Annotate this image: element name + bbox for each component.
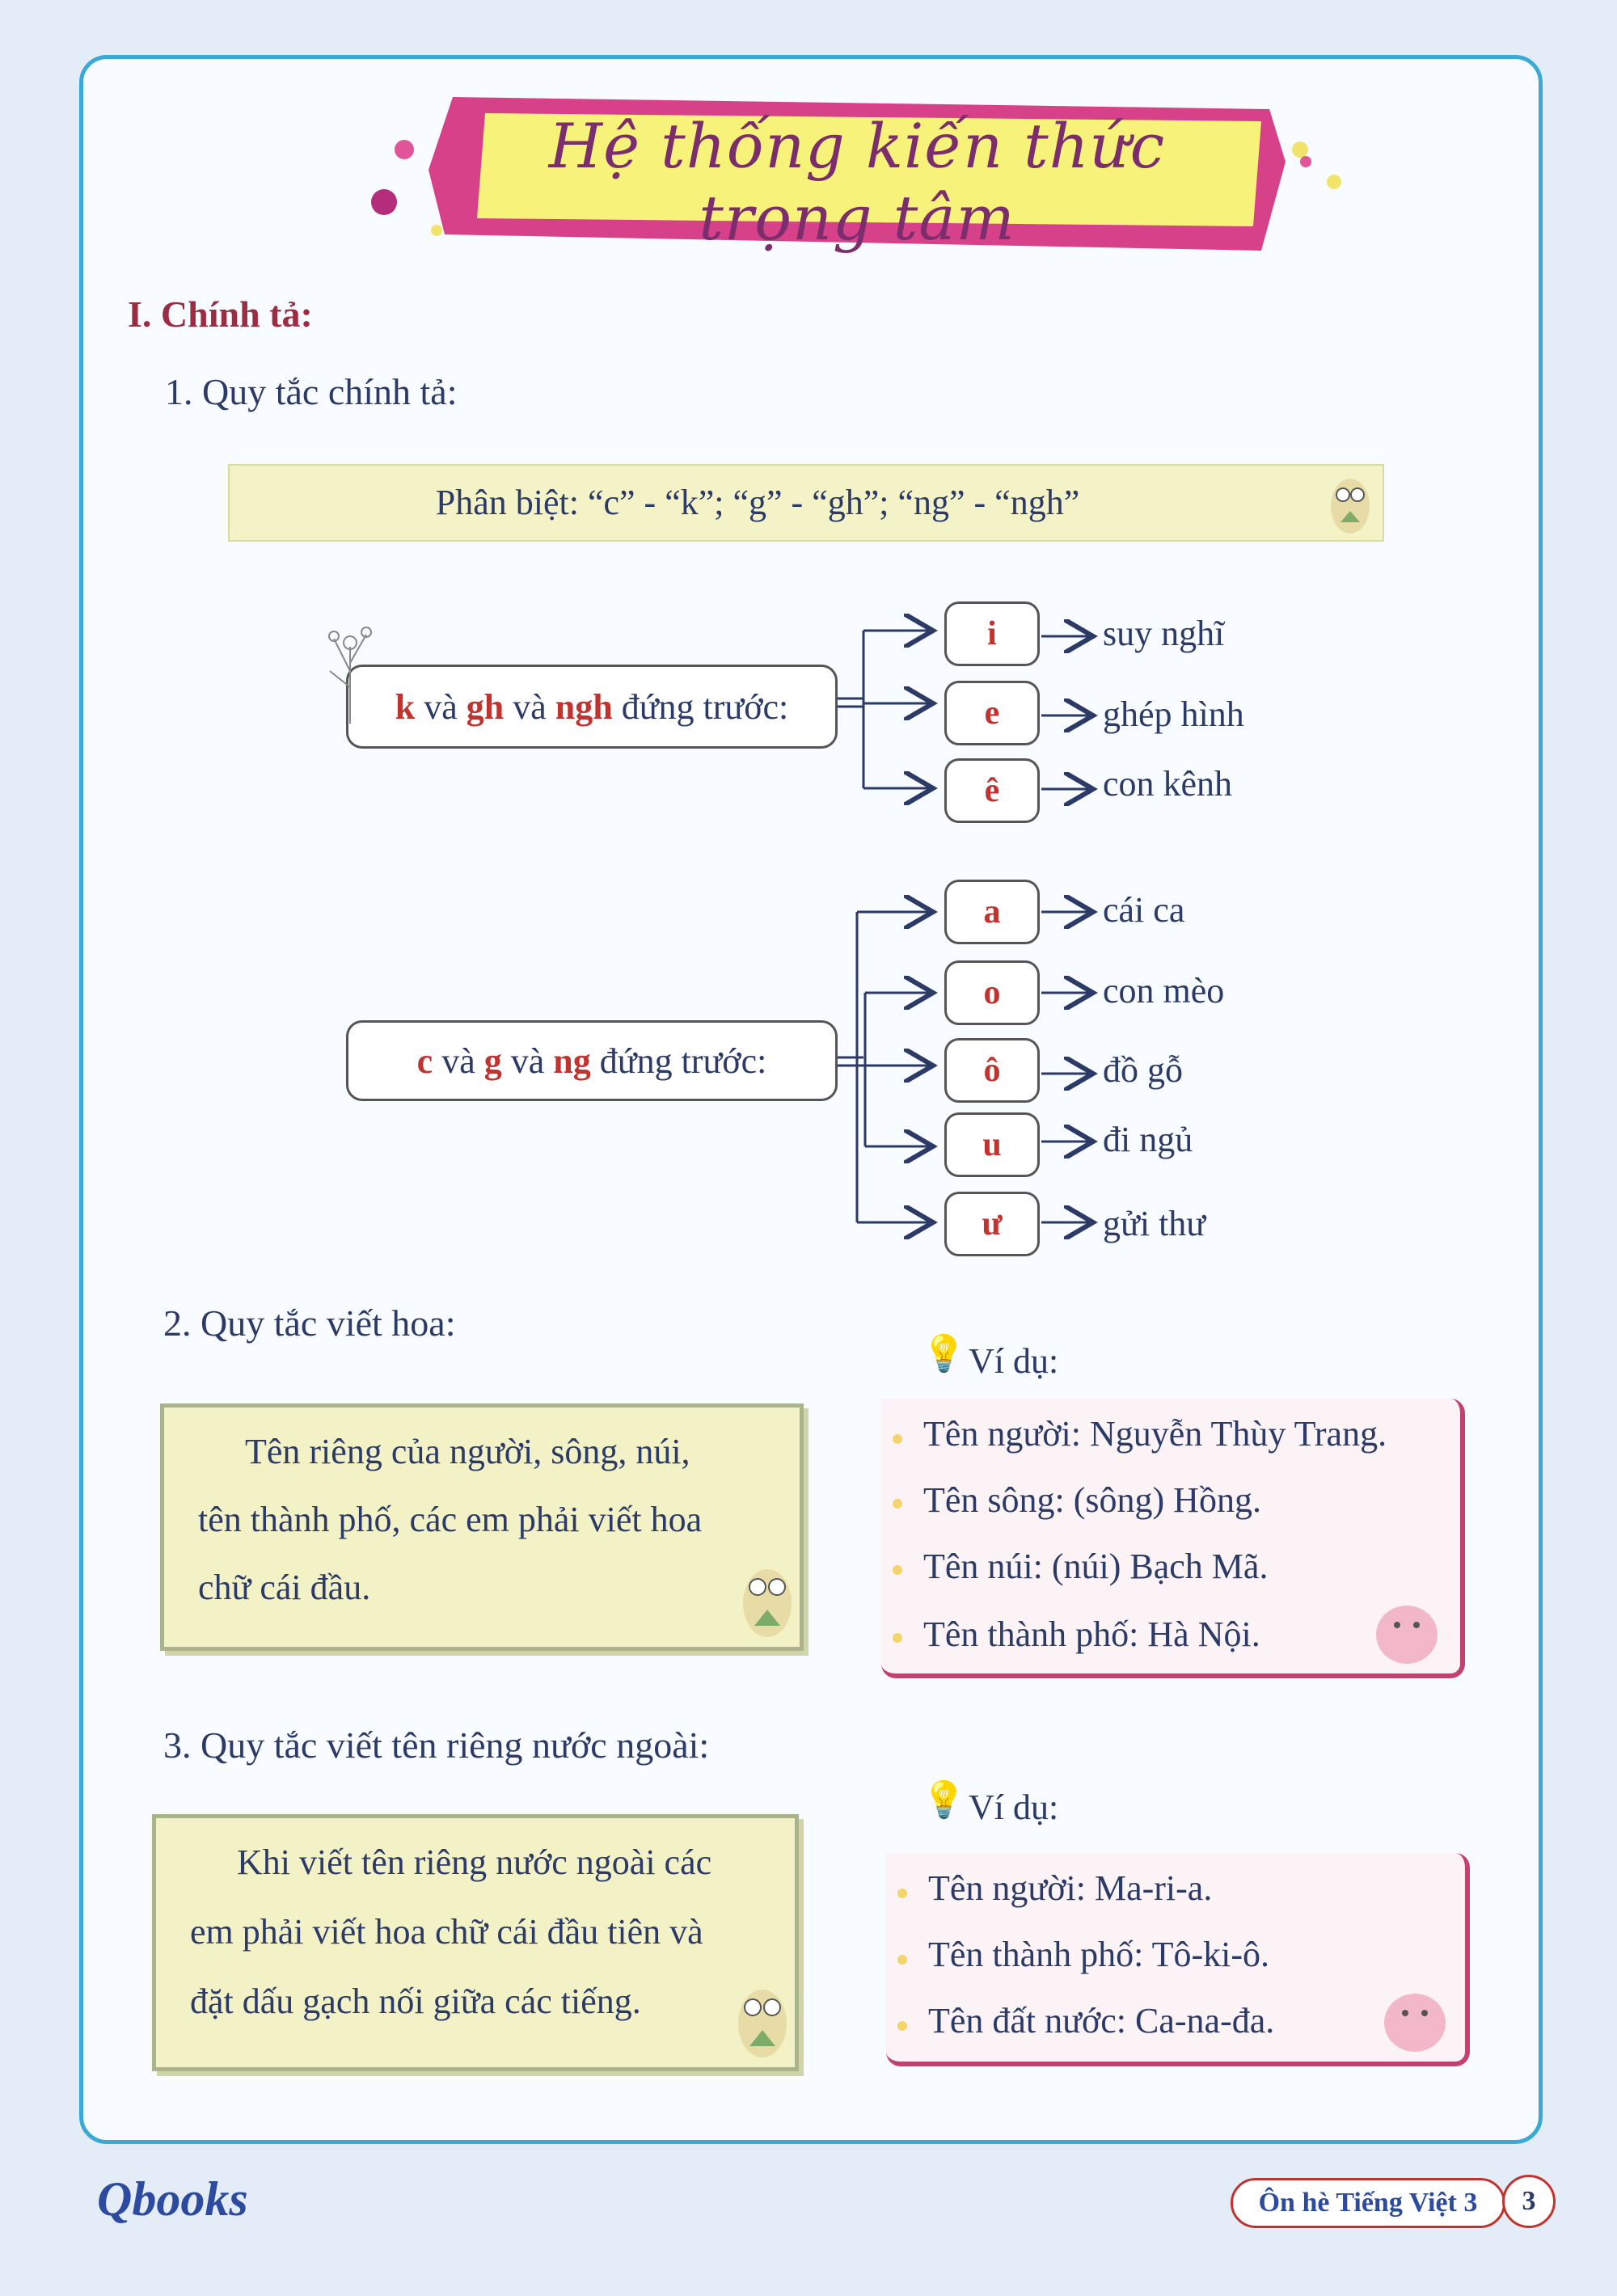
example-word: ghép hình	[1103, 694, 1244, 734]
separator: và	[504, 686, 555, 727]
c-g-ng-node	[346, 1020, 838, 1101]
example-title: Ví dụ:	[969, 1341, 1059, 1381]
vowel-box: a	[944, 880, 1040, 944]
letter-ng: ng	[553, 1040, 591, 1081]
note-line: chữ cái đầu.	[198, 1568, 371, 1607]
rule2-heading: 2. Quy tắc viết hoa:	[163, 1302, 456, 1344]
example-word: con mèo	[1103, 971, 1225, 1011]
example-item: Tên sông: (sông) Hồng.	[923, 1480, 1261, 1520]
bullet-dot	[893, 1434, 902, 1444]
book-title: Ôn hè Tiếng Việt 3	[1231, 2178, 1505, 2228]
example-title: Ví dụ:	[969, 1787, 1059, 1827]
note-line: em phải viết hoa chữ cái đầu tiên và	[190, 1912, 703, 1952]
bullet-dot	[897, 1889, 907, 1898]
separator: và	[501, 1040, 554, 1081]
separator: và	[433, 1040, 484, 1081]
letter-gh: gh	[466, 686, 505, 727]
bullet-dot	[893, 1565, 902, 1575]
note-line: đặt dấu gạch nối giữa các tiếng.	[190, 1982, 641, 2021]
vowel-box: ê	[944, 758, 1040, 823]
section-heading: I. Chính tả:	[128, 293, 313, 335]
example-card	[886, 1853, 1470, 2066]
vowel-box: u	[944, 1112, 1040, 1177]
letter-g: g	[483, 1040, 502, 1081]
owl-icon	[730, 1973, 795, 2062]
example-item: Tên thành phố: Hà Nội.	[923, 1614, 1260, 1654]
bird-icon	[1366, 1588, 1447, 1669]
vowel-box: e	[944, 681, 1040, 745]
letter-c: c	[416, 1040, 433, 1081]
separator: và	[415, 686, 467, 727]
node-suffix: đứng trước:	[590, 1040, 767, 1081]
example-word: đồ gỗ	[1103, 1050, 1183, 1090]
bullet-dot	[897, 2021, 907, 2031]
example-word: đi ngủ	[1103, 1120, 1193, 1159]
flower-icon	[322, 614, 378, 728]
example-item: Tên người: Ma-ri-a.	[928, 1868, 1213, 1908]
bullet-dot	[897, 1955, 907, 1965]
example-item: Tên người: Nguyễn Thùy Trang.	[923, 1414, 1387, 1454]
example-item: Tên thành phố: Tô-ki-ô.	[928, 1935, 1269, 1974]
letter-ngh: ngh	[555, 686, 613, 727]
note-line: tên thành phố, các em phải viết hoa	[198, 1500, 703, 1539]
example-item: Tên đất nước: Ca-na-đa.	[928, 2001, 1275, 2041]
rule1-heading: 1. Quy tắc chính tả:	[165, 371, 458, 412]
example-word: gửi thư	[1103, 1204, 1206, 1243]
note-line: Tên riêng của người, sông, núi,	[245, 1432, 690, 1471]
bullet-dot	[893, 1499, 902, 1509]
bullet-dot	[893, 1633, 902, 1643]
vowel-box: ư	[944, 1192, 1040, 1256]
vowel-box: o	[944, 960, 1040, 1025]
vowel-box: i	[944, 601, 1040, 666]
example-word: suy nghĩ	[1103, 614, 1225, 653]
example-card	[881, 1399, 1465, 1678]
example-word: cái ca	[1103, 890, 1185, 930]
lightbulb-icon: 💡	[922, 1780, 966, 1820]
example-item: Tên núi: (núi) Bạch Mã.	[923, 1547, 1269, 1586]
node-suffix: đứng trước:	[612, 686, 789, 727]
bird-icon	[1374, 1976, 1455, 2057]
note-line: Khi viết tên riêng nước ngoài các	[237, 1842, 712, 1882]
rule3-heading: 3. Quy tắc viết tên riêng nước ngoài:	[163, 1724, 710, 1766]
ribbon-text: Phân biệt: “c” - “k”; “g” - “gh”; “ng” - “ngh”	[435, 483, 1080, 522]
capitalization-note	[160, 1403, 804, 1651]
page-number: 3	[1502, 2175, 1556, 2228]
owl-icon	[735, 1553, 800, 1642]
letter-k: k	[395, 686, 416, 727]
qbooks-logo: Qbooks	[97, 2172, 248, 2226]
vowel-box: ô	[944, 1038, 1040, 1103]
k-gh-ngh-node	[346, 665, 838, 749]
banner-title: Hệ thống kiến thức trọng tâm	[548, 110, 1166, 254]
example-word: con kênh	[1103, 764, 1233, 804]
lightbulb-icon: 💡	[922, 1334, 966, 1374]
foreign-names-note	[152, 1814, 799, 2071]
